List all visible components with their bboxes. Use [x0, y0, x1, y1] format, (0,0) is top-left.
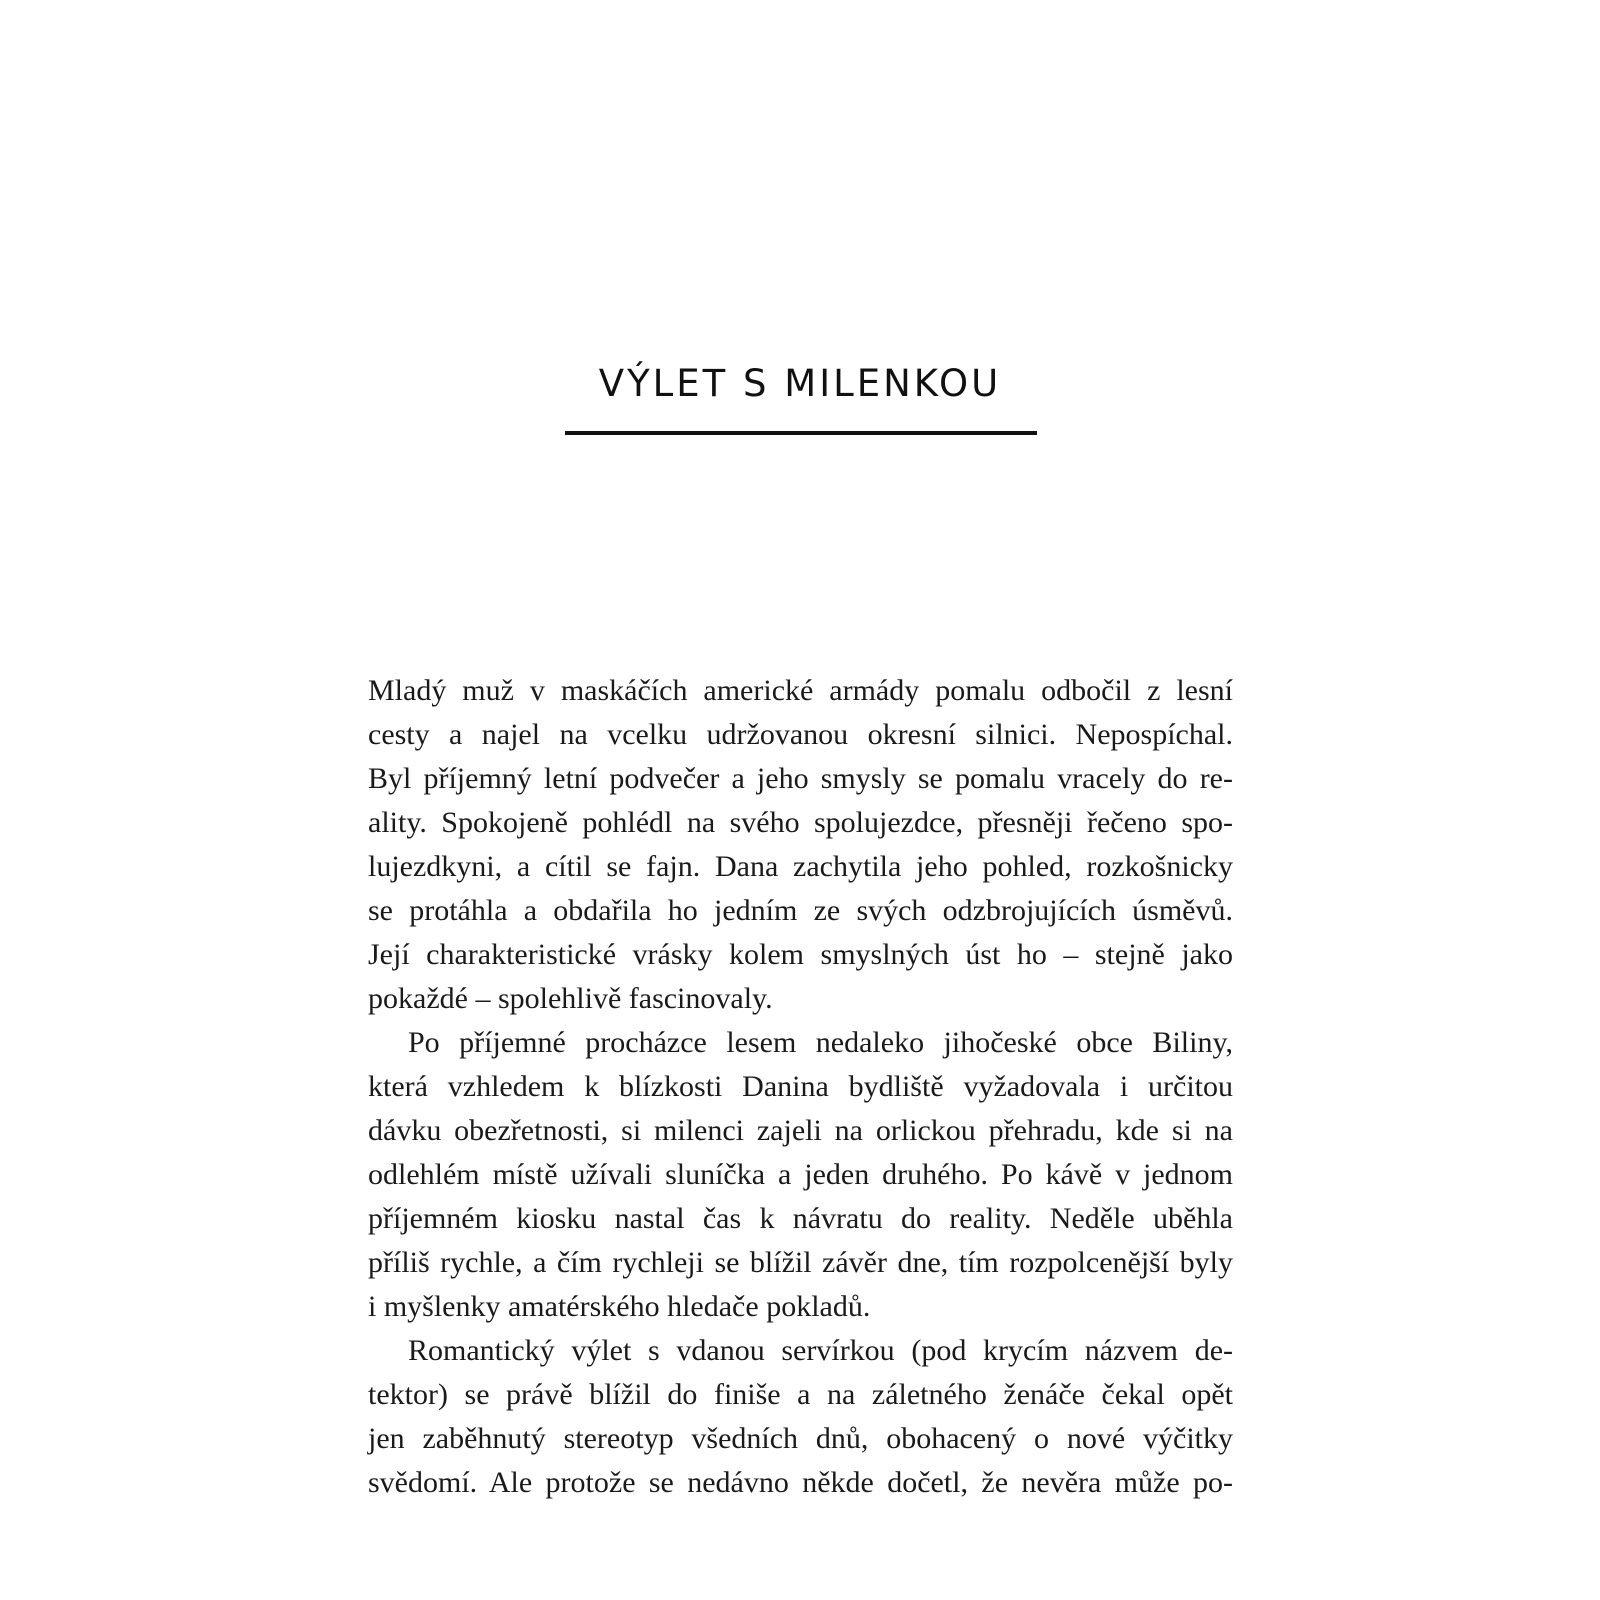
- text-line: Její charakteristické vrásky kolem smyslných úst ho – stejně jako: [368, 938, 1233, 971]
- text-line: svědomí. Ale protože se nedávno někde dočetl, že nevěra může po-: [368, 1466, 1233, 1499]
- text-line: Byl příjemný letní podvečer a jeho smysly se pomalu vracely do re-: [368, 762, 1233, 795]
- text-line: ality. Spokojeně pohlédl na svého spolujezdce, přesněji řečeno spo-: [368, 806, 1233, 839]
- text-line: pokaždé – spolehlivě fascinovaly.: [368, 982, 773, 1015]
- text-line: se protáhla a obdařila ho jedním ze svých odzbrojujících úsměvů.: [368, 894, 1233, 927]
- body-text: [368, 669, 1233, 1505]
- paragraph-1: [368, 669, 1233, 1021]
- paragraph-2: [368, 1021, 1233, 1329]
- text-line: tektor) se právě blížil do finiše a na záletného ženáče čekal opět: [368, 1378, 1233, 1411]
- text-line: odlehlém místě užívali sluníčka a jeden druhého. Po kávě v jednom: [368, 1158, 1233, 1191]
- chapter-title: VÝLET S MILENKOU: [598, 362, 1002, 405]
- text-line: příliš rychle, a čím rychleji se blížil závěr dne, tím rozpolcenější byly: [368, 1246, 1233, 1279]
- text-line: příjemném kiosku nastal čas k návratu do reality. Neděle uběhla: [368, 1202, 1233, 1235]
- text-line: Po příjemné procházce lesem nedaleko jihočeské obce Biliny,: [408, 1026, 1233, 1059]
- text-line: cesty a najel na vcelku udržovanou okresní silnici. Nepospíchal.: [368, 718, 1233, 751]
- text-line: dávku obezřetnosti, si milenci zajeli na orlickou přehradu, kde si na: [368, 1114, 1233, 1147]
- text-line: lujezdkyni, a cítil se fajn. Dana zachytila jeho pohled, rozkošnicky: [368, 850, 1233, 883]
- title-underline: [565, 431, 1037, 435]
- paragraph-3: [368, 1329, 1233, 1505]
- text-line: Mladý muž v maskáčích americké armády pomalu odbočil z lesní: [368, 674, 1233, 707]
- text-line: Romantický výlet s vdanou servírkou (pod krycím názvem de-: [408, 1334, 1233, 1367]
- text-line: i myšlenky amatérského hledače pokladů.: [368, 1290, 871, 1323]
- text-line: která vzhledem k blízkosti Danina bydliště vyžadovala i určitou: [368, 1070, 1233, 1103]
- text-line: jen zaběhnutý stereotyp všedních dnů, obohacený o nové výčitky: [368, 1422, 1233, 1455]
